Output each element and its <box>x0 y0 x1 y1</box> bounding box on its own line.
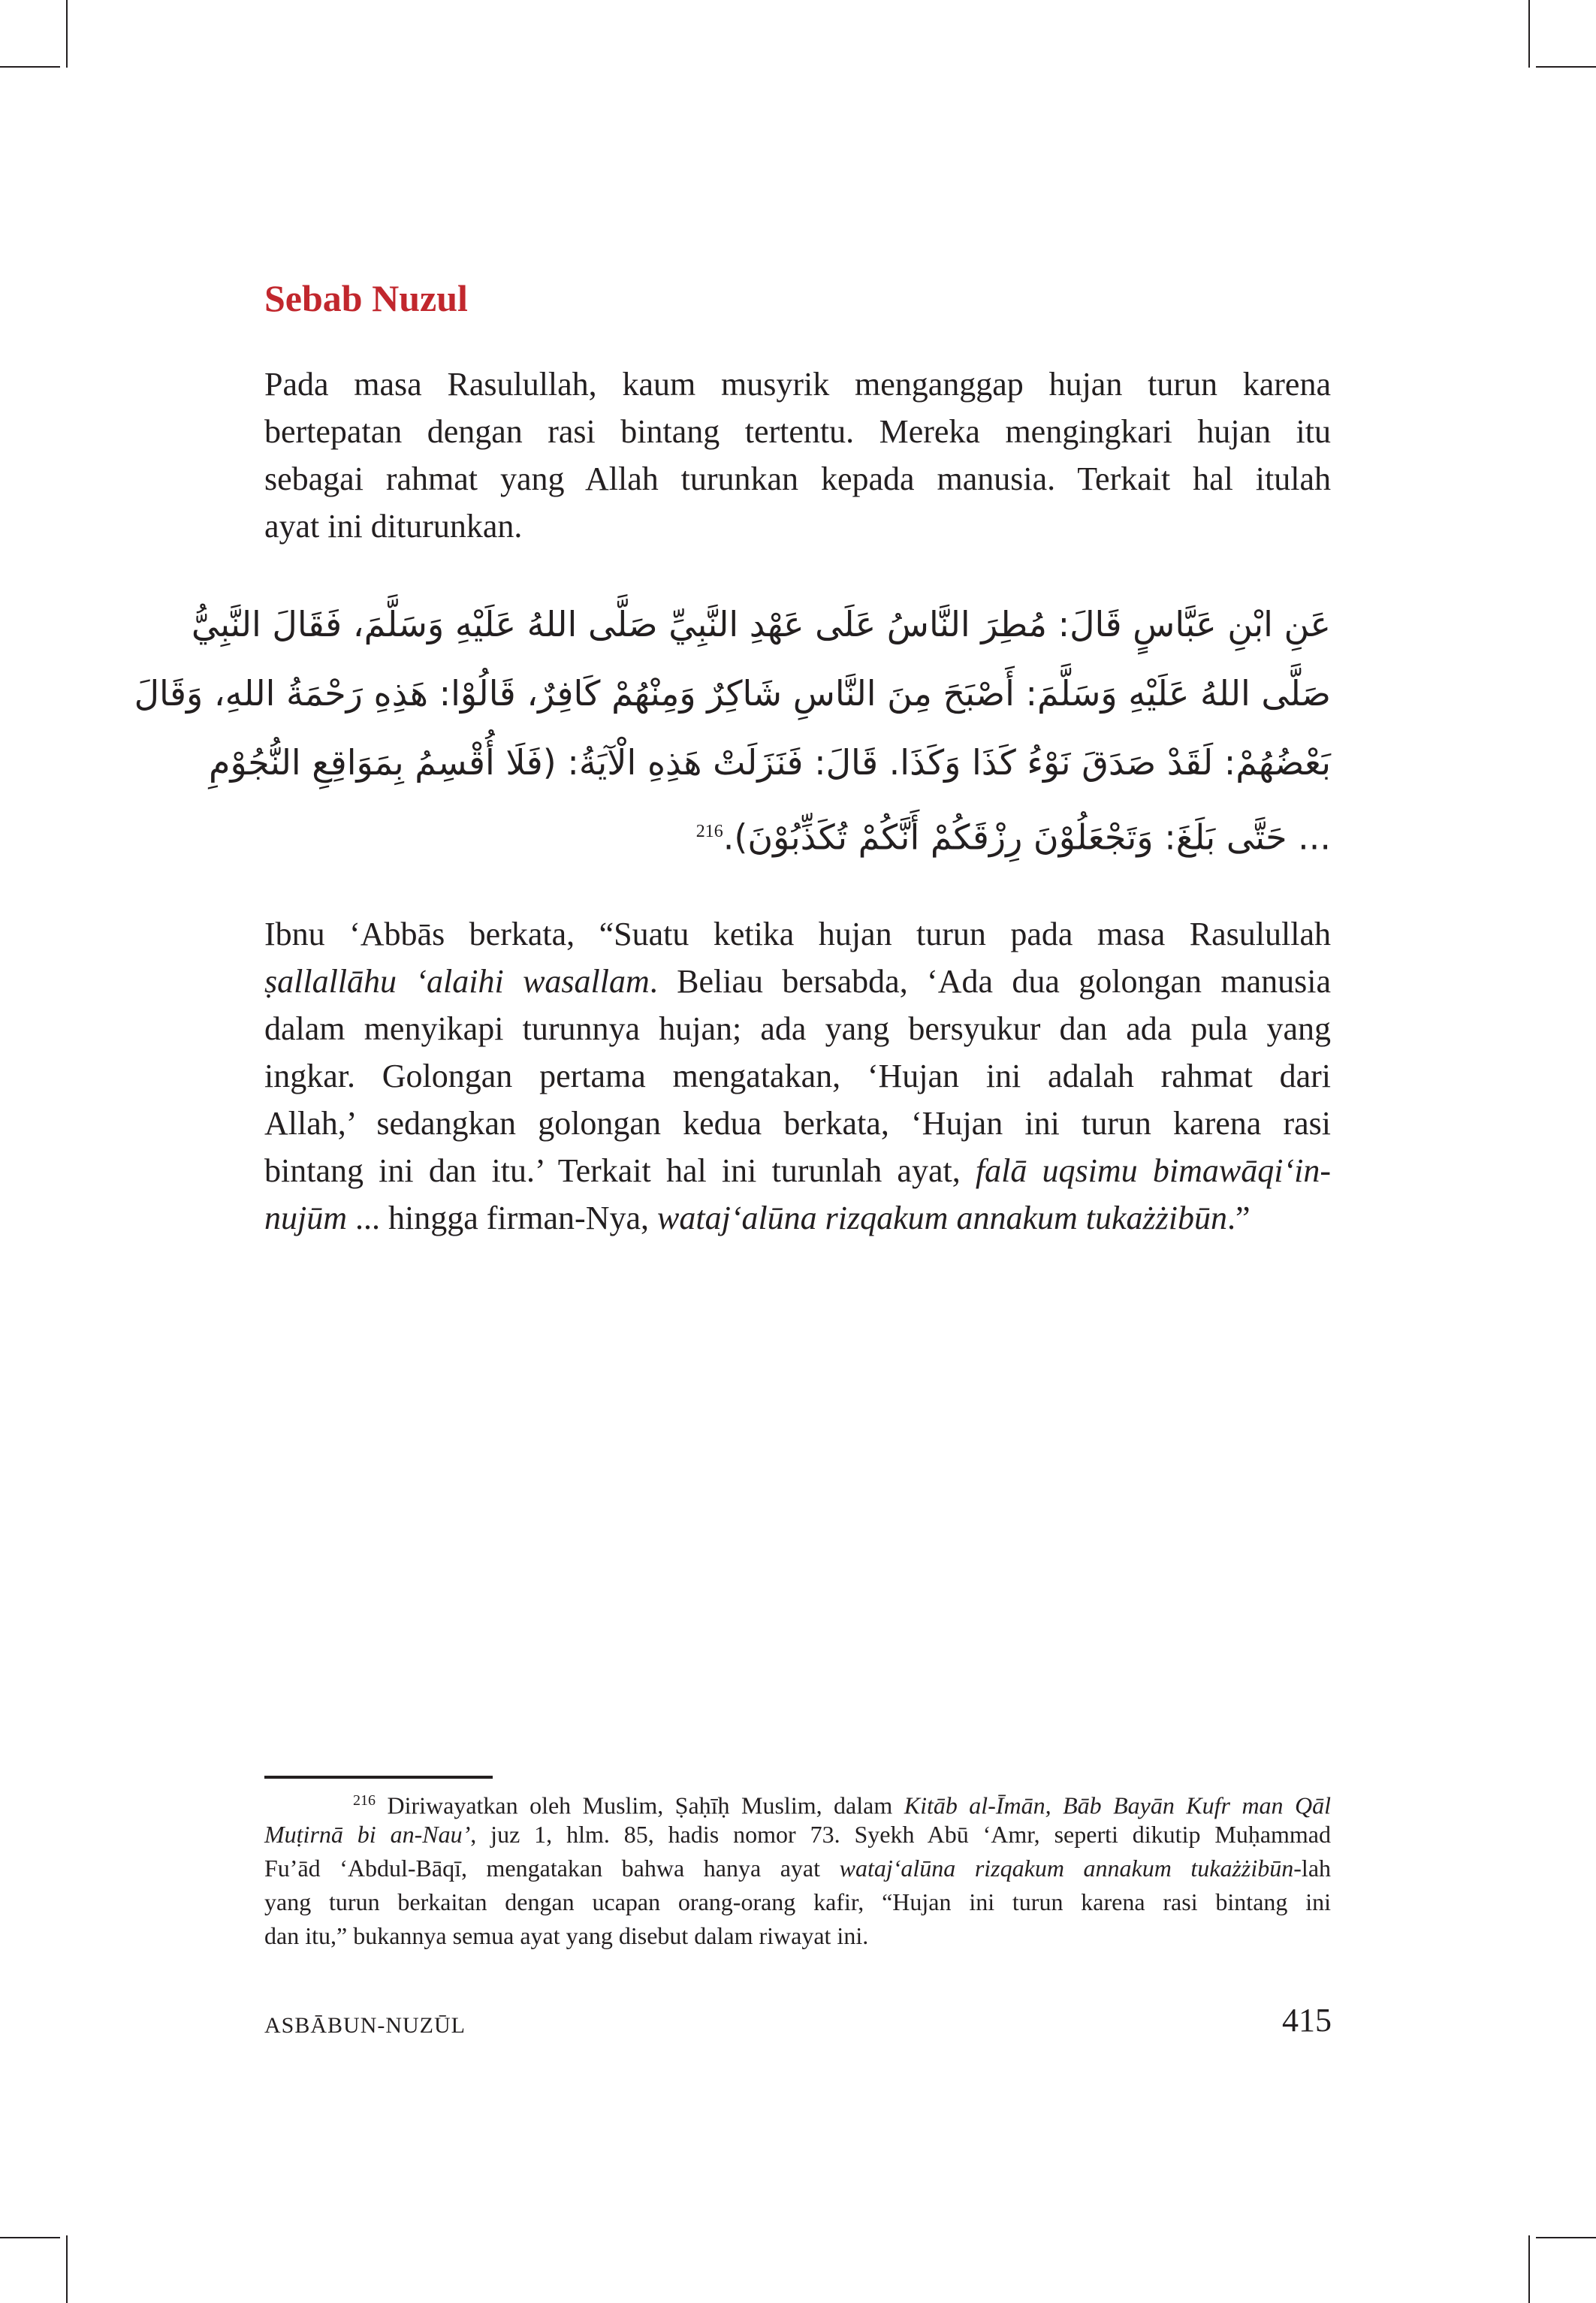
section-heading: Sebab Nuzul <box>264 277 468 319</box>
footnote-text: Diriwayatkan oleh Muslim, Ṣaḥīḥ Muslim, dalam <box>376 1791 904 1819</box>
paragraph-line: ayat ini diturunkan. <box>264 508 523 545</box>
paragraph-line: bertepatan dengan rasi bintang tertentu. Mereka mengingkari hujan itu <box>264 413 1331 450</box>
crop-mark <box>1528 2235 1530 2303</box>
arabic-line <box>264 797 1331 866</box>
footnote-line: dan itu,” bukannya semua ayat yang disebut dalam riwayat ini. <box>264 1922 869 1949</box>
paragraph-text: . Beliau bersabda, ‘Ada dua golongan manusia <box>649 963 1331 1000</box>
paragraph-line <box>264 958 1331 1005</box>
intro-paragraph <box>264 361 1331 550</box>
running-head: ASBĀBUN-NUZŪL <box>264 2013 466 2038</box>
footnote-line <box>264 1818 1331 1852</box>
paragraph-line: ingkar. Golongan pertama mengatakan, ‘Hujan ini adalah rahmat dari <box>264 1058 1331 1094</box>
paragraph-line <box>264 1147 1331 1194</box>
footnote-italic: Muṭirnā bi an-Nau’ <box>264 1821 471 1848</box>
paragraph-line: sebagai rahmat yang Allah turunkan kepada manusia. Terkait hal itulah <box>264 460 1331 497</box>
footnote-ref: 216 <box>695 822 723 841</box>
paragraph-text: ... hingga firman-Nya, <box>347 1200 657 1236</box>
paragraph-text: bintang ini dan itu.’ Terkait hal ini turunlah ayat, <box>264 1152 976 1189</box>
footnote-text: -lah <box>1293 1855 1332 1882</box>
footnote-line <box>264 1852 1331 1885</box>
footnote-text: Fu’ād ‘Abdul-Bāqī, mengatakan bahwa hanya ayat <box>264 1855 840 1882</box>
arabic-line: بَعْضُهُمْ: لَقَدْ صَدَقَ نَوْءُ كَذَا وَكَذَا. قَالَ: فَنَزَلَتْ هَذِهِ الْآيَةُ: (فَلَا أُقْسِمُ بِمَوَاقِعِ النُّجُوْمِ <box>209 742 1331 783</box>
footnote-number: 216 <box>353 1792 376 1809</box>
crop-mark <box>1536 66 1596 68</box>
paragraph-line: dalam menyikapi turunnya hujan; ada yang bersyukur dan ada pula yang <box>264 1010 1331 1047</box>
crop-mark <box>0 66 60 68</box>
footnote-line <box>264 1784 1331 1818</box>
footnote-divider <box>264 1776 493 1779</box>
footnote-line: yang turun berkaitan dengan ucapan orang-orang kafir, “Hujan ini turun karena rasi bintang ini <box>264 1888 1331 1915</box>
arabic-line: عَنِ ابْنِ عَبَّاسٍ قَالَ: مُطِرَ النَّاسُ عَلَى عَهْدِ النَّبِيِّ صَلَّى اللهُ عَلَيْهِ وَسَلَّمَ، فَقَالَ النَّبِيُّ <box>191 604 1331 644</box>
footnote-italic: Kitāb al-Īmān, Bāb Bayān Kufr man Qāl <box>904 1791 1332 1819</box>
page-number: 415 <box>1282 2002 1332 2039</box>
paragraph-line: Pada masa Rasulullah, kaum musyrik menganggap hujan turun karena <box>264 366 1331 403</box>
crop-mark <box>1528 0 1530 68</box>
crop-mark <box>66 2235 68 2303</box>
paragraph-line <box>264 1194 1331 1242</box>
footnote-text: , juz 1, hlm. 85, hadis nomor 73. Syekh Abū ‘Amr, seperti dikutip Muḥammad <box>470 1821 1332 1848</box>
translation-paragraph <box>264 910 1331 1242</box>
crop-mark <box>66 0 68 68</box>
verse-italic: falā uqsimu bimawāqi‘in- <box>975 1152 1331 1189</box>
arabic-hadith <box>134 590 1331 866</box>
crop-mark <box>0 2237 60 2238</box>
honorific-italic: ṣallallāhu ‘alaihi wasallam <box>264 963 650 1000</box>
footnote <box>264 1784 1331 1953</box>
paragraph-text: .” <box>1226 1200 1251 1236</box>
arabic-line-text: ... حَتَّى بَلَغَ: وَتَجْعَلُوْنَ رِزْقَكُمْ أَنَّكُمْ تُكَذِّبُوْنَ). <box>723 816 1331 858</box>
paragraph-line: Allah,’ sedangkan golongan kedua berkata, ‘Hujan ini turun karena rasi <box>264 1105 1331 1142</box>
crop-mark <box>1536 2237 1596 2238</box>
arabic-line: صَلَّى اللهُ عَلَيْهِ وَسَلَّمَ: أَصْبَحَ مِنَ النَّاسِ شَاكِرٌ وَمِنْهُمْ كَافِرٌ، قَالُوْا: هَذِهِ رَحْمَةُ اللهِ، وَقَالَ <box>134 673 1331 714</box>
verse-italic: nujūm <box>264 1200 347 1236</box>
verse-italic: wataj‘alūna rizqakum annakum tukażżibūn <box>657 1200 1227 1236</box>
footnote-italic: wataj‘alūna rizqakum annakum tukażżibūn <box>839 1855 1294 1882</box>
paragraph-line: Ibnu ‘Abbās berkata, “Suatu ketika hujan turun pada masa Rasulullah <box>264 916 1331 952</box>
